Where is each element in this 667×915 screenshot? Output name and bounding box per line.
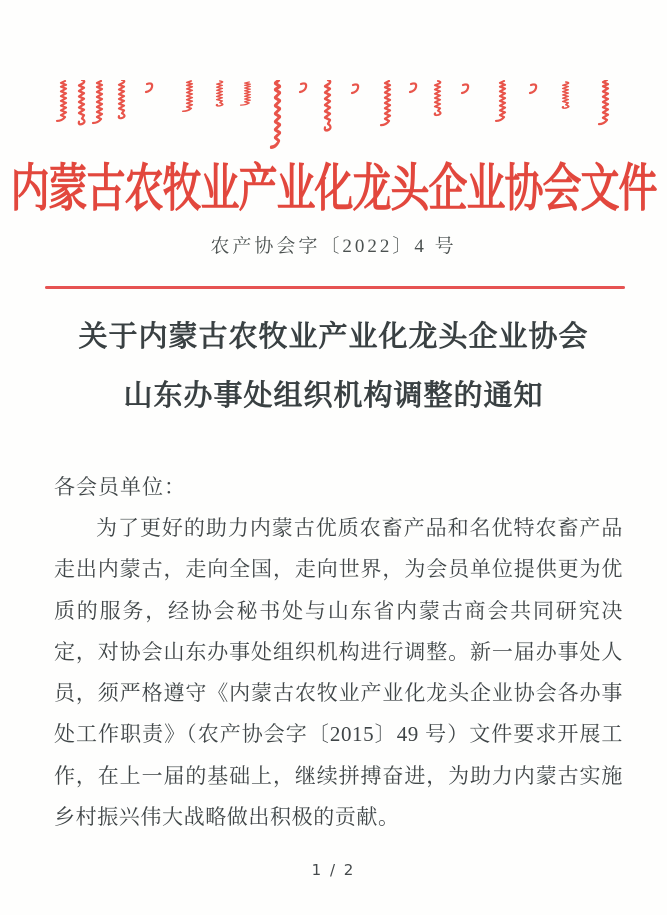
letterhead-title: 内蒙古农牧业产业化龙头企业协会文件 (10, 161, 657, 218)
body-paragraph: 为了更好的助力内蒙古优质农畜产品和名优特农畜产品走出内蒙古，走向全国，走向世界，为会员单位提供更为优质的服务，经协会秘书处与山东省内蒙古商会共同研究决定，对协会山东办事处组织机构进行调整。新一届办事处人员，须严格遵守《内蒙古农牧业产业化龙头企业协会各办事处工作职责》（农产协会字〔2015〕49 号）文件要求开展工作，在上一届的基础上，继续拼搏奋进，为助力内蒙古实施乡村振兴伟大战略做出积极的贡献。 (54, 516, 623, 830)
salutation-line: 各会员单位： (54, 475, 186, 499)
document-number: 农产协会字〔2022〕4 号 (210, 236, 457, 257)
red-divider-line (45, 286, 625, 289)
document-body (54, 467, 623, 838)
page-number: 1 / 2 (311, 861, 356, 879)
document-title-line1: 关于内蒙古农牧业产业化龙头企业协会 (78, 321, 589, 353)
mongolian-script-banner (46, 80, 626, 154)
document-title-line2: 山东办事处组织机构调整的通知 (123, 380, 544, 412)
